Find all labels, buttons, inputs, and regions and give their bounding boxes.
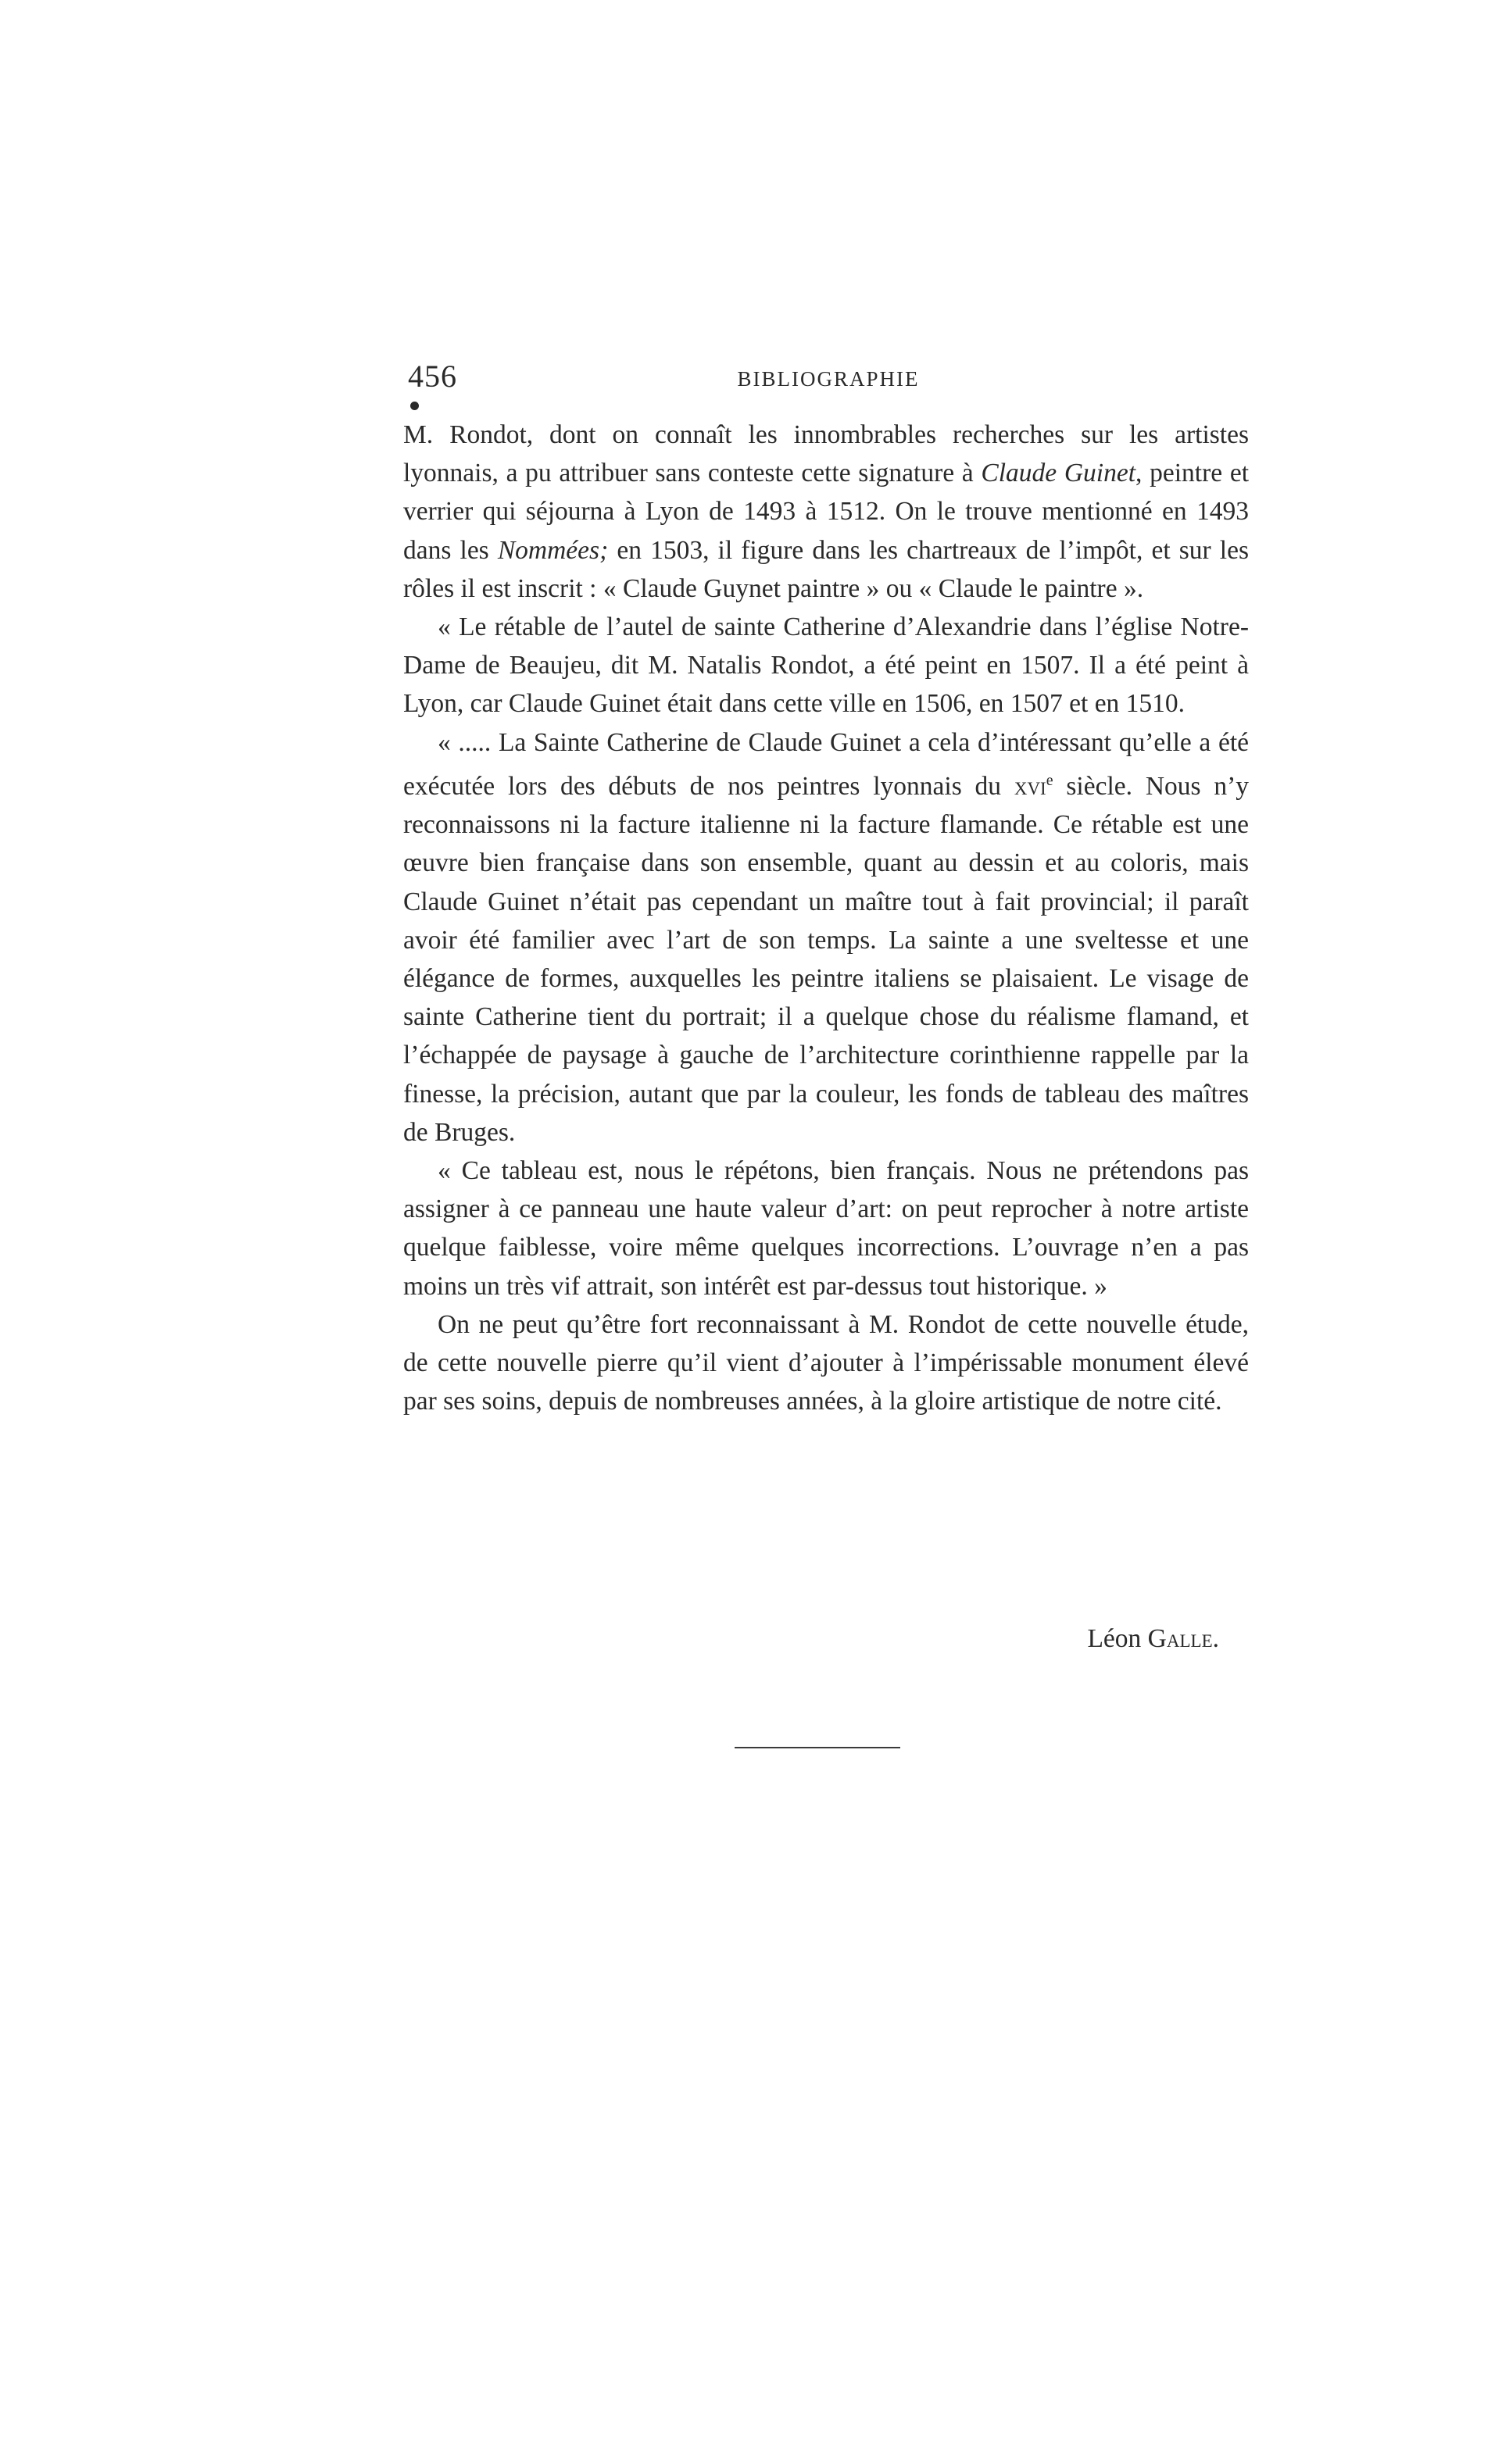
paragraph-3-text-a: « ..... La Sainte Catherine de Claude Guinet a cela d’intéressant qu’elle a été exécutée lors des débuts de nos peintres lyonnais du [403, 727, 1249, 801]
page-header [408, 361, 1249, 408]
paragraph-1-italic-term: Nommées; [497, 535, 609, 565]
paragraph-3-century: xvi [1014, 771, 1046, 801]
paragraph-1 [403, 416, 1249, 608]
paragraph-1-italic-name: Claude Guinet [981, 459, 1136, 488]
running-head: BIBLIOGRAPHIE [737, 367, 920, 391]
paragraph-5: On ne peut qu’être fort reconnaissant à M. Rondot de cette nouvelle étude, de cette nouvelle pierre qu’il vient d’ajouter à l’impérissable monument élevé par ses soins, depuis de nombreuses années, à la gloire artistique de notre cité. [403, 1309, 1249, 1416]
bullet-mark [410, 402, 419, 410]
signature-last-name: Galle. [1147, 1624, 1219, 1653]
signature-first-name: Léon [1087, 1624, 1142, 1653]
paragraph-3-superscript: e [1046, 771, 1053, 789]
article-body [403, 416, 1249, 1420]
paragraph-3-text-b: siècle. Nous n’y reconnaissons ni la facture italienne ni la facture flamande. Ce rétable est une œuvre bien française dans son ensemble, quant au dessin et au coloris, mais Claude Guinet n’était pas cependant un maître tout à fait provincial; il paraît avoir été familier avec l’art de son temps. La sainte a une sveltesse et une élégance de formes, auxquelles les peintre italiens se plaisaient. Le visage de sainte Catherine tient du portrait; il a quelque chose du réalisme flamand, et l’échappée de paysage à gauche de l’architecture corinthienne rappelle par la finesse, la précision, autant que par la couleur, les fonds de tableau des maîtres de Bruges. [403, 771, 1249, 1147]
paragraph-4: « Ce tableau est, nous le répétons, bien français. Nous ne prétendons pas assigner à ce panneau une haute valeur d’art: on peut reprocher à notre artiste quelque faiblesse, voire même quelques incorrections. L’ouvrage n’en a pas moins un très vif attrait, son intérêt est par-dessus tout historique. » [403, 1156, 1249, 1301]
paragraph-2: « Le rétable de l’autel de sainte Catherine d’Alexandrie dans l’église Notre-Dame de Beaujeu, dit M. Natalis Rondot, a été peint en 1507. Il a été peint à Lyon, car Claude Guinet était dans cette ville en 1506, en 1507 et en 1510. [403, 612, 1249, 719]
paragraph-1-text-c: en 1503, il figure dans les chartreaux de l’impôt, et sur les rôles il est inscrit : « Claude Guynet paintre » ou « Claude le paintre ». [403, 535, 1249, 603]
section-divider [735, 1747, 900, 1748]
paragraph-1-text-a: M. Rondot, dont on connaît les innombrables recherches sur les artistes lyonnais, a pu attribuer sans conteste cette signature à [403, 420, 1249, 488]
paragraph-3 [403, 723, 1249, 1152]
paragraph-1-text-b: , peintre et verrier qui séjourna à Lyon de 1493 à 1512. On le trouve mentionné en 1493 dans les [403, 459, 1250, 565]
page-number: 456 [408, 359, 457, 394]
signature [403, 1619, 1219, 1659]
